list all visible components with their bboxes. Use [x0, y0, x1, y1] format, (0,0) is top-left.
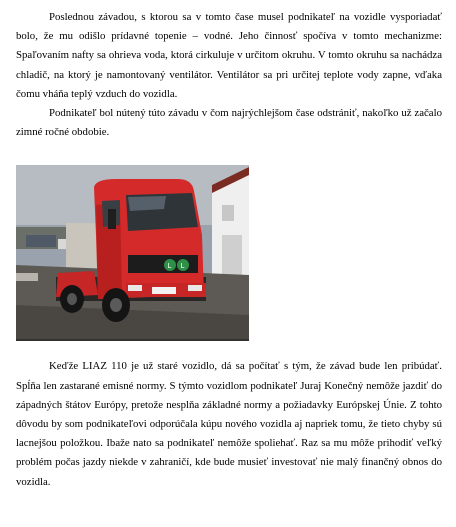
paragraph-recommendation: Keďže LIAZ 110 je už staré vozidlo, dá sa počítať s tým, že závad bude len pribúdať. Spĺňa len zastarané emisné normy. S týmto vozidlom podnikateľ Juraj Konečný nemôže jazdiť do západných štátov Európy, pretože nesplňa základné normy a požiadavky Európskej Únie. Z tohto dôvodu by som podnikateľovi odporúčala kúpu nového vozidla aj napriek tomu, že tieto chyby sú lacnejšou položkou. Ibaže nato sa podnikateľ nemôže spoliehať. Raz sa mu môže prihodiť veľký problém počas jazdy niekde v zahraničí, kde bude musieť investovať nie malý finančný obnos do vozidla. — [16, 360, 442, 488]
paragraph-winter-note: Podnikateľ bol nútený túto závadu v čom najrýchlejšom čase odstrániť, nakoľko už začalo zimné ročné obdobie. — [16, 107, 442, 139]
truck-photo-image — [16, 165, 249, 341]
paragraph-repair-description: Poslednou závadou, s ktorou sa v tomto čase musel podnikateľ na vozidle vysporiadať bolo, že mu odišlo prídavné topenie – vodné. Jeho činnosť spočíva v tomto mechanizme: Spaľovaním nafty sa ohrieva voda, ktorá cirkuluje v určitom okruhu. V tomto okruhu sa nachádza chladič, na ktorý je namontovaný ventilátor. Ventilátor sa pri určitej teplote vody zapne, vďaka čomu vháňa teplý vzduch do vozidla. — [16, 11, 442, 100]
document-page — [16, 8, 442, 492]
truck-photo — [16, 165, 249, 341]
svg-text:L: L — [167, 262, 172, 271]
svg-text:L: L — [180, 262, 185, 271]
